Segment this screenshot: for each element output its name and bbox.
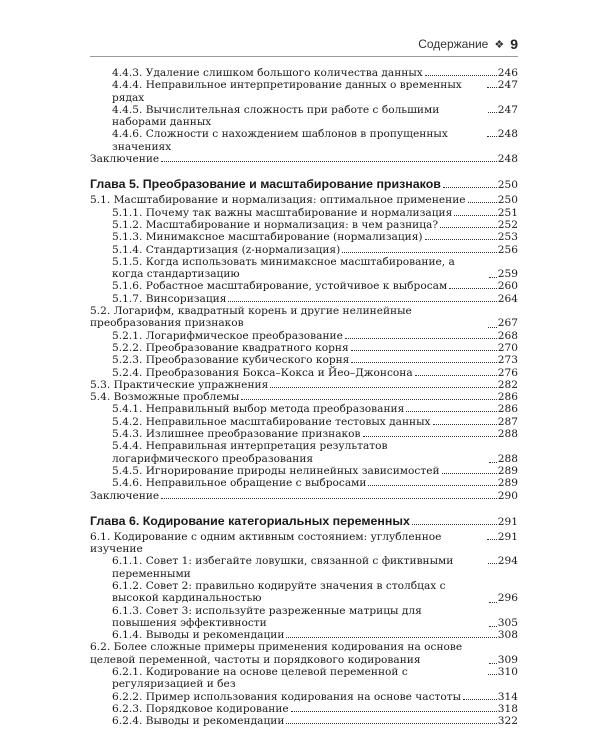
toc-entry-page: 246 bbox=[497, 67, 518, 79]
toc-entry-page: 276 bbox=[497, 366, 518, 379]
toc-entry[interactable] bbox=[90, 153, 518, 165]
toc-entry[interactable] bbox=[90, 330, 518, 342]
toc-entry[interactable] bbox=[90, 403, 518, 415]
toc-entry-title: 5.4.5. Игнорирование природы нелинейных зависимостей bbox=[112, 464, 440, 477]
dot-leader bbox=[440, 227, 497, 228]
dot-leader bbox=[412, 524, 497, 525]
dot-leader bbox=[363, 436, 497, 437]
toc-entry[interactable] bbox=[90, 231, 518, 243]
toc-entry-page: 309 bbox=[497, 653, 518, 666]
toc-entry-title: 4.4.3. Удаление слишком большого количества данных bbox=[112, 67, 423, 79]
toc-entry-title: 5.4.6. Неправильное обращение с выбросами bbox=[112, 477, 367, 490]
toc-entry-title: 6.1. Кодирование с одним активным состоянием: углубленное изучение bbox=[90, 530, 442, 556]
toc-entry-title: 6.2.1. Кодирование на основе целевой переменной с регуляризацией и без bbox=[112, 666, 408, 691]
toc-entry[interactable] bbox=[90, 465, 518, 477]
toc-entry[interactable] bbox=[90, 555, 518, 580]
dot-leader bbox=[463, 699, 497, 700]
dot-leader bbox=[286, 637, 496, 638]
toc-entry-title: 5.4. Возможные проблемы bbox=[90, 391, 240, 404]
toc-entry-title: 5.1.3. Минимаксное масштабирование (нормализация) bbox=[112, 231, 423, 244]
toc-entry-title: 6.1.2. Совет 2: правильно кодируйте значения в столбцах с высокой кардинальностью bbox=[112, 579, 446, 605]
toc-entry-page: 288 bbox=[497, 452, 518, 465]
toc-entry-title: 6.2.3. Порядковое кодирование bbox=[112, 702, 289, 715]
toc-entry-page: 253 bbox=[497, 231, 518, 244]
dot-leader bbox=[342, 252, 497, 253]
toc-entry[interactable] bbox=[90, 490, 518, 502]
toc-entry-title: 6.1.1. Совет 1: избегайте ловушки, связанной с фиктивными переменными bbox=[112, 555, 454, 580]
page-number: 9 bbox=[510, 36, 518, 52]
toc-entry[interactable] bbox=[90, 305, 518, 330]
toc-entry[interactable] bbox=[90, 342, 518, 354]
toc-entry-page: 288 bbox=[497, 428, 518, 441]
toc-entry-page: 291 bbox=[497, 515, 518, 528]
toc-entry[interactable] bbox=[90, 605, 518, 630]
toc-entry-page: 248 bbox=[497, 128, 518, 141]
dot-leader bbox=[487, 539, 497, 540]
toc-entry[interactable] bbox=[90, 207, 518, 219]
toc-entry-title: 5.4.4. Неправильная интерпретация результатов логарифмического преобразования bbox=[112, 440, 388, 465]
toc-entry-title: 5.1. Масштабирование и нормализация: оптимальное применение bbox=[90, 194, 466, 207]
toc-entry-title: Глава 6. Кодирование категориальных переменных bbox=[90, 513, 410, 528]
dot-leader bbox=[425, 75, 497, 76]
dot-leader bbox=[487, 87, 497, 88]
dot-leader bbox=[489, 626, 497, 627]
toc-entry-title: 4.4.4. Неправильное интерпретирование данных о временных рядах bbox=[112, 79, 462, 104]
toc-entry[interactable] bbox=[90, 67, 518, 79]
dot-leader bbox=[241, 399, 496, 400]
toc-entry[interactable] bbox=[90, 715, 518, 727]
toc-entry-title: 5.4.3. Излишнее преобразование признаков bbox=[112, 428, 361, 441]
toc-entry-page: 252 bbox=[497, 218, 518, 231]
toc-entry-page: 318 bbox=[497, 702, 518, 715]
toc-entry-page: 289 bbox=[497, 477, 518, 490]
toc-entry[interactable] bbox=[90, 244, 518, 256]
toc-entry[interactable] bbox=[90, 531, 518, 556]
chapter-spacer bbox=[90, 502, 518, 514]
dot-leader bbox=[489, 602, 497, 603]
toc-chapter-entry[interactable] bbox=[90, 177, 518, 192]
toc-entry[interactable] bbox=[90, 691, 518, 703]
dot-leader bbox=[425, 239, 497, 240]
toc-entry[interactable] bbox=[90, 477, 518, 489]
dot-leader bbox=[488, 563, 497, 564]
toc-entry[interactable] bbox=[90, 354, 518, 366]
dot-leader bbox=[449, 288, 497, 289]
toc-entry-page: 256 bbox=[497, 243, 518, 256]
toc-entry[interactable] bbox=[90, 428, 518, 440]
toc-entry-title: Глава 5. Преобразование и масштабирование признаков bbox=[90, 177, 441, 192]
dot-leader bbox=[443, 187, 497, 188]
toc-entry-title: 6.2.2. Пример использования кодирования на основе частоты bbox=[112, 690, 462, 703]
running-header bbox=[90, 34, 518, 54]
toc-entry[interactable] bbox=[90, 641, 518, 666]
toc-entry-title: 5.1.6. Робастное масштабирование, устойчивое к выбросам bbox=[112, 280, 448, 293]
toc-entry[interactable] bbox=[90, 293, 518, 305]
dot-leader bbox=[161, 498, 497, 499]
toc-entry[interactable] bbox=[90, 580, 518, 605]
toc-entry[interactable] bbox=[90, 629, 518, 641]
toc-entry[interactable] bbox=[90, 104, 518, 129]
toc-entry-title: 4.4.6. Сложности с нахождением шаблонов в пропущенных значениях bbox=[112, 128, 448, 153]
toc-entry-title: 5.1.7. Винсоризация bbox=[112, 292, 227, 305]
toc-entry[interactable] bbox=[90, 280, 518, 292]
toc-entry-page: 290 bbox=[497, 489, 518, 502]
toc-chapter-entry[interactable] bbox=[90, 514, 518, 529]
toc-entry-page: 248 bbox=[497, 153, 518, 166]
toc-entry[interactable] bbox=[90, 256, 518, 281]
toc-entry-page: 287 bbox=[497, 415, 518, 428]
toc-entry-title: Заключение bbox=[90, 489, 160, 502]
dot-leader bbox=[442, 473, 497, 474]
dot-leader bbox=[345, 338, 497, 339]
toc-entry-page: 289 bbox=[497, 464, 518, 477]
dot-leader bbox=[454, 215, 496, 216]
toc-entry[interactable] bbox=[90, 379, 518, 391]
toc-entry-title: 5.4.1. Неправильный выбор метода преобразования bbox=[112, 403, 405, 416]
toc-entry-title: 5.1.5. Когда использовать минимаксное масштабирование, а когда стандартизацию bbox=[112, 255, 455, 281]
toc-entry-title: 5.3. Практические упражнения bbox=[90, 378, 269, 391]
toc-entry-title: 5.4.2. Неправильное масштабирование тестовых данных bbox=[112, 415, 431, 428]
toc-entry-title: 4.4.5. Вычислительная сложность при работе с большими наборами данных bbox=[112, 103, 440, 129]
toc-entry-title: 6.1.4. Выводы и рекомендации bbox=[112, 629, 285, 642]
toc-entry-page: 260 bbox=[497, 280, 518, 293]
toc-entry[interactable] bbox=[90, 79, 518, 104]
toc-entry[interactable] bbox=[90, 703, 518, 715]
toc-entry-page: 322 bbox=[497, 715, 518, 728]
toc-entry-page: 267 bbox=[497, 317, 518, 330]
toc-entry-page: 310 bbox=[497, 666, 518, 679]
toc-entry-title: Заключение bbox=[90, 153, 160, 166]
chapter-spacer bbox=[90, 165, 518, 177]
dot-leader bbox=[228, 301, 496, 302]
dot-leader bbox=[468, 202, 497, 203]
toc-entry-title: 5.1.4. Стандартизация (z-нормализация) bbox=[112, 243, 341, 256]
toc-entry-title: 5.2.1. Логарифмическое преобразование bbox=[112, 329, 343, 342]
dot-leader bbox=[351, 362, 496, 363]
toc-entry-title: 6.1.3. Совет 3: используйте разреженные матрицы для повышения эффективности bbox=[112, 604, 422, 629]
toc-entry-page: 247 bbox=[497, 103, 518, 116]
dot-leader bbox=[488, 112, 497, 113]
toc-entry-title: 6.2.4. Выводы и рекомендации bbox=[112, 715, 285, 728]
toc-entry-title: 5.2.2. Преобразование квадратного корня bbox=[112, 341, 349, 354]
toc-entry-page: 286 bbox=[497, 403, 518, 416]
toc-entry-page: 291 bbox=[497, 530, 518, 543]
toc-entry-title: 5.2. Логарифм, квадратный корень и другие нелинейные преобразования признаков bbox=[90, 305, 412, 330]
toc-entry[interactable] bbox=[90, 128, 518, 153]
toc-entry[interactable] bbox=[90, 666, 518, 691]
toc-entry-page: 296 bbox=[497, 592, 518, 605]
toc-entry[interactable] bbox=[90, 367, 518, 379]
toc-entry[interactable] bbox=[90, 391, 518, 403]
toc-entry-page: 250 bbox=[497, 194, 518, 207]
toc-entry-page: 259 bbox=[497, 268, 518, 281]
dot-leader bbox=[489, 462, 497, 463]
toc-entry-page: 308 bbox=[497, 629, 518, 642]
toc-entry-title: 5.1.1. Почему так важны масштабирование и нормализация bbox=[112, 206, 453, 219]
dot-leader bbox=[161, 161, 497, 162]
dot-leader bbox=[291, 711, 497, 712]
toc-entry[interactable] bbox=[90, 219, 518, 231]
toc-entry[interactable] bbox=[90, 194, 518, 206]
dot-leader bbox=[487, 136, 496, 137]
dot-leader bbox=[368, 485, 496, 486]
dot-leader bbox=[406, 411, 497, 412]
toc-entry-page: 305 bbox=[497, 616, 518, 629]
toc-entry-page: 251 bbox=[497, 206, 518, 219]
header-title: Содержание bbox=[418, 37, 489, 51]
toc-entry-page: 250 bbox=[497, 179, 518, 192]
dot-leader bbox=[488, 327, 496, 328]
toc-entry-page: 264 bbox=[497, 292, 518, 305]
dot-leader bbox=[286, 723, 496, 724]
dot-leader bbox=[415, 375, 497, 376]
toc-entry-page: 247 bbox=[497, 79, 518, 92]
toc-entry-page: 314 bbox=[497, 690, 518, 703]
header-rule bbox=[90, 56, 518, 57]
toc-entry-title: 6.2. Более сложные примеры применения кодирования на основе целевой переменной, частоты и порядкового кодирования bbox=[90, 641, 463, 666]
toc-entry[interactable] bbox=[90, 440, 518, 465]
dot-leader bbox=[489, 663, 497, 664]
toc-entry-title: 5.1.2. Масштабирование и нормализация: в чем разница? bbox=[112, 218, 439, 231]
toc-entry-page: 286 bbox=[497, 391, 518, 404]
toc-entry-title: 5.2.4. Преобразования Бокса–Кокса и Йео–Джонсона bbox=[112, 366, 413, 379]
dot-leader bbox=[488, 674, 497, 675]
toc-entry-page: 294 bbox=[497, 555, 518, 568]
fleuron-icon: ❖ bbox=[494, 38, 505, 51]
toc-entry[interactable] bbox=[90, 416, 518, 428]
dot-leader bbox=[351, 350, 497, 351]
dot-leader bbox=[433, 424, 497, 425]
dot-leader bbox=[270, 387, 497, 388]
table-of-contents bbox=[90, 67, 518, 728]
toc-entry-page: 282 bbox=[497, 378, 518, 391]
dot-leader bbox=[489, 277, 497, 278]
toc-entry-title: 5.2.3. Преобразование кубического корня bbox=[112, 354, 350, 367]
toc-entry-page: 270 bbox=[497, 341, 518, 354]
toc-entry-page: 268 bbox=[497, 329, 518, 342]
toc-entry-page: 273 bbox=[497, 354, 518, 367]
